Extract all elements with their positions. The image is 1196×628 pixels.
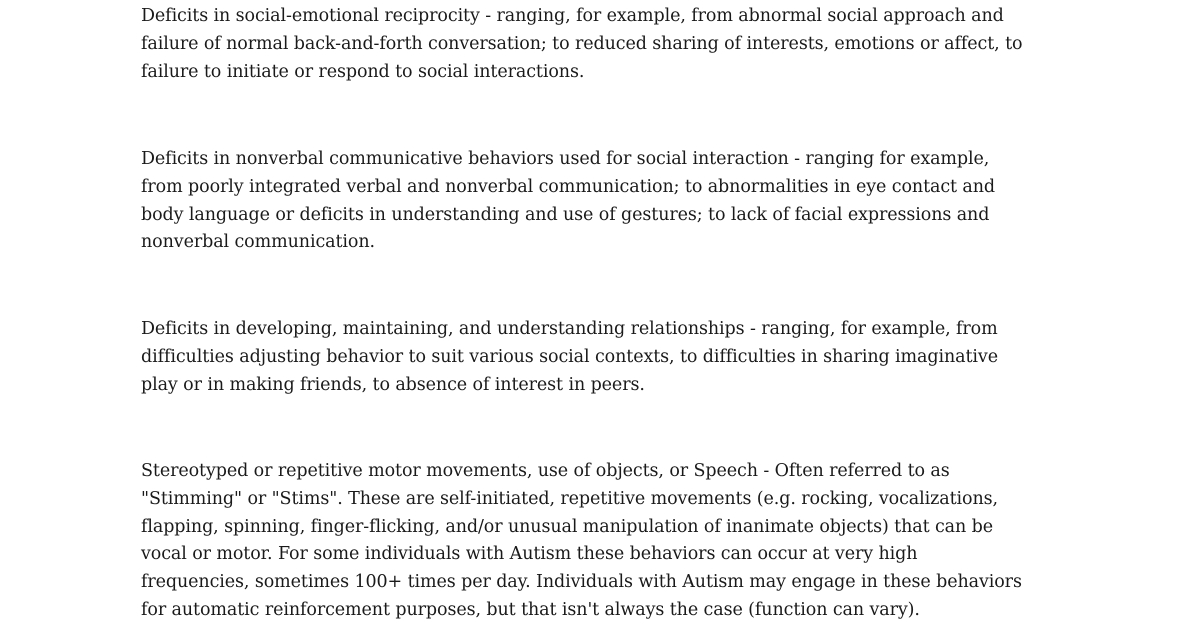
paragraph-nonverbal-communication: [141, 146, 1076, 257]
text-line: body language or deficits in understanding and use of gestures; to lack of facial expressions and: [141, 204, 990, 225]
text-line: vocal or motor. For some individuals with Autism these behaviors can occur at very high: [141, 544, 918, 565]
text-line: "Stimming" or "Stims". These are self-initiated, repetitive movements (e.g. rocking, vocalizations,: [141, 488, 998, 509]
text-line: for automatic reinforcement purposes, but that isn't always the case (function can vary).: [141, 599, 920, 620]
text-line: Stereotyped or repetitive motor movements, use of objects, or Speech - Often referred to as: [141, 461, 950, 481]
text-line: play or in making friends, to absence of interest in peers.: [141, 374, 645, 395]
text-line: failure to initiate or respond to social interactions.: [141, 61, 585, 82]
paragraph-stereotyped-movements: [141, 458, 1076, 625]
text-line: difficulties adjusting behavior to suit various social contexts, to difficulties in sharing imaginative: [141, 346, 998, 367]
text-line: nonverbal communication.: [141, 232, 375, 253]
text-line: Deficits in social-emotional reciprocity - ranging, for example, from abnormal social approach and: [141, 6, 1004, 26]
text-line: flapping, spinning, finger-flicking, and/or unusual manipulation of inanimate objects) that can be: [141, 516, 994, 537]
text-line: Deficits in nonverbal communicative behaviors used for social interaction - ranging for example,: [141, 149, 990, 169]
text-line: Deficits in developing, maintaining, and understanding relationships - ranging, for example, from: [141, 319, 998, 339]
paragraph-relationships: [141, 316, 1076, 399]
text-line: frequencies, sometimes 100+ times per day. Individuals with Autism may engage in these behaviors: [141, 572, 1022, 593]
text-line: failure of normal back-and-forth conversation; to reduced sharing of interests, emotions or affect, to: [141, 33, 1023, 54]
paragraph-social-emotional-reciprocity: [141, 3, 1076, 86]
text-line: from poorly integrated verbal and nonverbal communication; to abnormalities in eye contact and: [141, 176, 996, 197]
